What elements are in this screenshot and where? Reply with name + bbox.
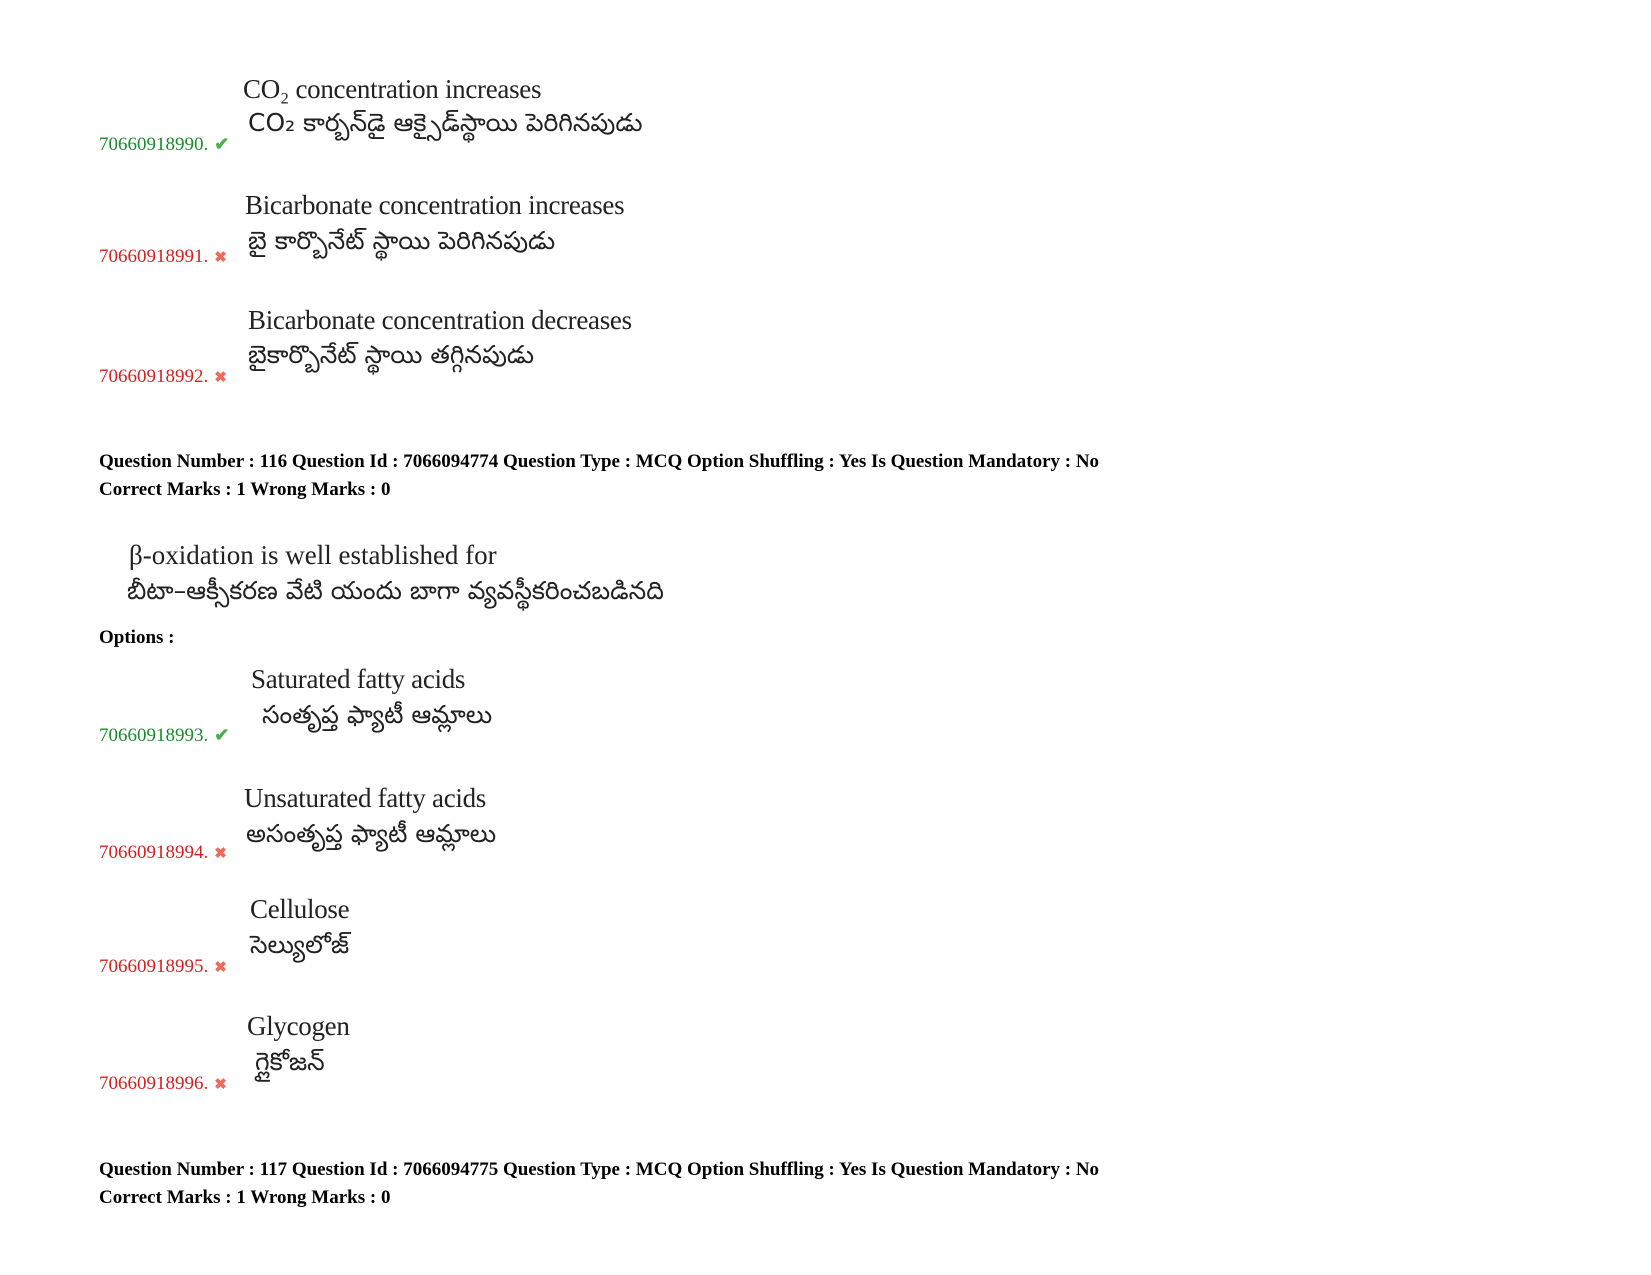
option-text-te: సంతృప్త ఫ్యాటీ ఆమ్లాలు (262, 700, 493, 729)
option-text-te: బై కార్బొనేట్ స్థాయి పెరిగినపుడు (248, 226, 556, 255)
option-id-text: 70660918991. (99, 246, 209, 267)
check-icon: ✔ (214, 134, 230, 154)
option-text-en: Cellulose (250, 894, 350, 924)
option-text-en: Glycogen (247, 1011, 350, 1041)
option-id (99, 246, 227, 268)
question-text-te: బీటా–ఆక్సీకరణ వేటి యందు బాగా వ్యవస్థీకరించబడినది (127, 576, 664, 605)
check-icon: ✔ (214, 725, 230, 745)
question-meta: Question Number : 116 Question Id : 7066094774 Question Type : MCQ Option Shuffling : Yes Is Question Mandatory : No (99, 451, 1100, 472)
question-meta: Question Number : 117 Question Id : 7066094775 Question Type : MCQ Option Shuffling : Yes Is Question Mandatory : No (99, 1159, 1100, 1180)
cross-icon: ✖ (214, 846, 227, 862)
option-text-te: అసంతృప్త ఫ్యాటీ ఆమ్లాలు (246, 819, 497, 848)
option-text-en: Unsaturated fatty acids (244, 783, 487, 813)
option-text-en: Bicarbonate concentration increases (245, 190, 625, 220)
option-id (99, 134, 229, 156)
option-id-text: 70660918990. (99, 134, 209, 155)
option-text-te: సెల్యులోజ్ (250, 930, 350, 959)
option-id (99, 1073, 227, 1095)
option-id-text: 70660918992. (99, 366, 209, 387)
cross-icon: ✖ (214, 1077, 227, 1093)
cross-icon: ✖ (214, 370, 227, 386)
cross-icon: ✖ (214, 960, 227, 976)
options-label: Options : (99, 627, 175, 648)
option-text-en: Saturated fatty acids (251, 664, 466, 694)
option-id (99, 956, 227, 978)
cross-icon: ✖ (214, 250, 227, 266)
option-text-te: గ్లైకోజన్ (255, 1047, 325, 1076)
option-id-text: 70660918994. (99, 842, 209, 863)
option-text-te: బైకార్బొనేట్ స్థాయి తగ్గినపుడు (248, 340, 535, 369)
question-text-en: β-oxidation is well established for (129, 540, 497, 570)
option-id (99, 842, 227, 864)
option-id-text: 70660918995. (99, 956, 209, 977)
option-id-text: 70660918996. (99, 1073, 209, 1094)
option-text-en: Bicarbonate concentration decreases (248, 305, 632, 335)
question-marks: Correct Marks : 1 Wrong Marks : 0 (99, 479, 391, 500)
option-text-en: CO₂ concentration increases (243, 74, 542, 104)
question-marks: Correct Marks : 1 Wrong Marks : 0 (99, 1187, 391, 1208)
option-id-text: 70660918993. (99, 725, 209, 746)
option-id (99, 366, 227, 388)
option-text-te: CO₂ కార్బన్‌డై ఆక్సైడ్‌స్థాయి పెరిగినపుడు (248, 108, 643, 137)
option-id (99, 725, 229, 747)
